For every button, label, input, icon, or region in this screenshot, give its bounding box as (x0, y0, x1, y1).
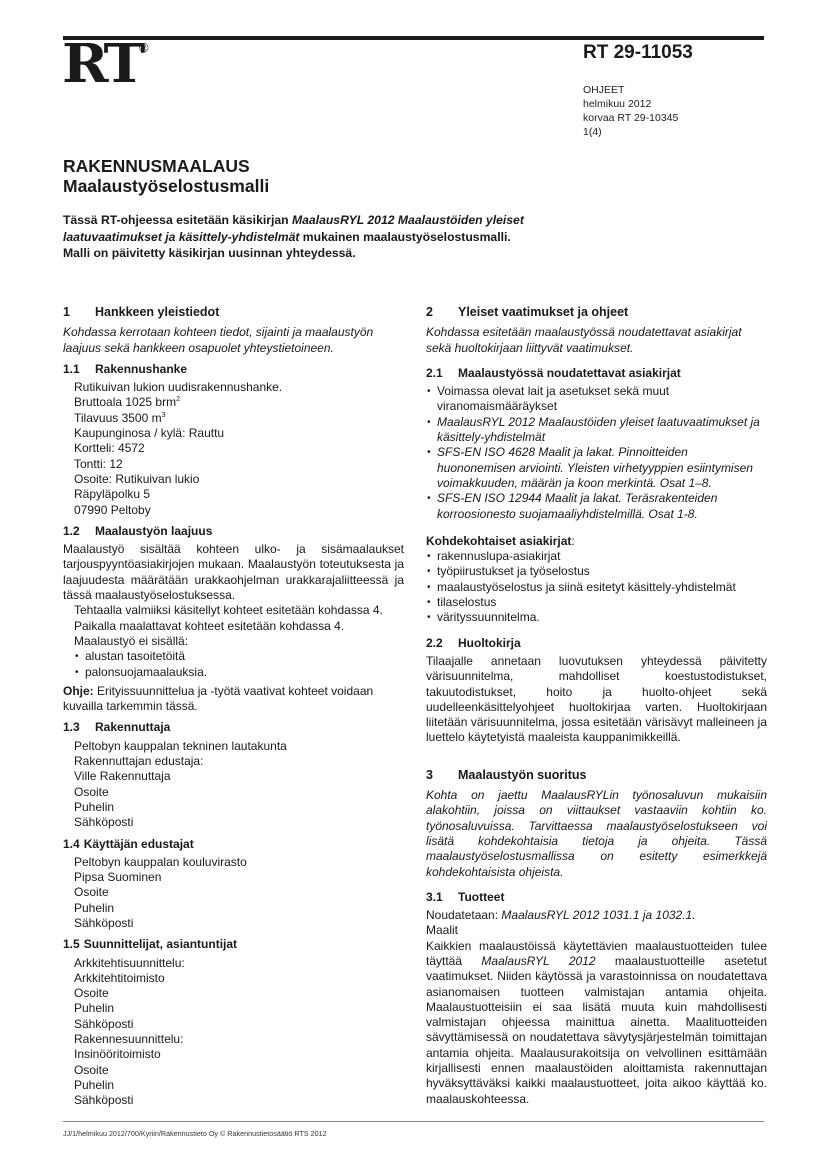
list-item: • värityssuunnitelma. (426, 610, 767, 625)
section-title: Maalaustyössä noudatettavat asiakirjat (458, 365, 681, 380)
note-label: Ohje: (63, 683, 94, 698)
section-number: 3.1 (426, 889, 443, 904)
section-3-lead: Kohta on jaettu MaalausRYLin työnosaluvun mukaisiin alakohtiin, joissa on viittaukset vastaaviin kohtiin ko. työnosaluvuissa. Tarvittaessa maalaustyöselostukseen voi lisätä kohdekohtaisia tietoja ja ohjeita. Tässä maalaustyöselostusmallissa on esitetty esimerkkejä kohdekohtaisista ohjeista. (426, 788, 767, 879)
section-title: Maalaustyön laajuus (95, 523, 213, 538)
section-1-2-heading (63, 524, 404, 539)
info-line: Rutikuivan lukion uudisrakennushanke. (74, 380, 283, 395)
footer-text: JJ/1/helmikuu 2012/700/Kyriiri/Rakennustieto Oy © Rakennustietosäätiö RTS 2012 (63, 1129, 327, 1138)
info-line: 07990 Peltoby (74, 502, 151, 517)
scope-note (63, 684, 404, 715)
info-line: Osoite (74, 986, 109, 1001)
exclusions-list (74, 649, 404, 680)
doc-replaces: korvaa RT 29-10345 (583, 112, 679, 124)
info-line: Sähköposti (74, 1016, 134, 1031)
info-line: Pipsa Suominen (74, 870, 162, 885)
list-item: • SFS-EN ISO 4628 Maalit ja lakat. Pinnoitteiden huononemisen arviointi. Yleisten virhetyyppien esiintymisen voimakkuuden, määrän ja koon merkintä. Osat 1–8. (426, 445, 767, 491)
section-3-heading (426, 768, 767, 783)
section-2-lead: Kohdassa esitetään maalaustyössä noudatettavat asiakirjat sekä huoltokirjaan liittyvät vaatimukset. (426, 325, 742, 355)
info-line: Osoite (74, 1062, 109, 1077)
section-number: 1.1 (63, 361, 80, 376)
scope-paragraph: Maalaustyö sisältää kohteen ulko- ja sisämaalaukset tarjouspyyntöasiakirjojen mukaan. Maalaustyön toteutuksesta ja laajuudesta määrätään urakkaohjelman urakkarajaliitteessä ja tässä maalaustyöselostuksessa. (63, 542, 404, 603)
info-line: Insinööritoimisto (74, 1047, 161, 1062)
section-number: 1.5 (63, 937, 80, 952)
info-line: Osoite (74, 885, 109, 900)
info-line: Puhelin (74, 900, 115, 915)
regulations-list (426, 384, 767, 522)
scope-line: Maalaustyö ei sisällä: (74, 633, 189, 648)
info-line: Sähköposti (74, 815, 134, 830)
info-line: Osoite: Rutikuivan lukio (74, 471, 200, 486)
scope-line: Tehtaalla valmiiksi käsitellyt kohteet esitetään kohdassa 4. (74, 603, 383, 618)
info-line: Puhelin (74, 1077, 115, 1092)
document-meta (583, 83, 678, 139)
intro-paragraph (63, 212, 583, 262)
client-info (63, 739, 404, 831)
section-title: Rakennuttaja (95, 720, 171, 735)
section-title: Maalaustyön suoritus (458, 767, 587, 782)
info-line: Peltobyn kauppalan kouluvirasto (74, 854, 247, 869)
list-item: • maalaustyöselostus ja siinä esitetyt käsittely-yhdistelmät (426, 580, 767, 595)
info-line: Peltobyn kauppalan tekninen lautakunta (74, 738, 287, 753)
section-2-heading (426, 305, 767, 320)
intro-text: Tässä RT-ohjeessa esitetään käsikirjan (63, 213, 292, 227)
right-column (426, 305, 767, 1107)
info-line: Sähköposti (74, 915, 134, 930)
section-number: 1 (63, 305, 70, 319)
info-line: Puhelin (74, 1001, 115, 1016)
section-1-3-heading (63, 720, 404, 735)
follow-ref: MaalausRYL 2012 1031.1 ja 1032.1. (501, 908, 696, 923)
list-item: • palonsuojamaalauksia. (74, 665, 404, 680)
section-title: Tuotteet (458, 889, 505, 904)
section-1-5-heading (63, 937, 404, 952)
list-item: • MaalausRYL 2012 Maalaustöiden yleiset laatuvaatimukset ja käsittely-yhdistelmät (426, 415, 767, 446)
list-item: • rakennuslupa-asiakirjat (426, 549, 767, 564)
header-rule (63, 36, 764, 40)
paints-subheading: Maalit (426, 923, 459, 938)
registered-mark: ® (139, 40, 149, 55)
document-number: RT 29-11053 (583, 42, 693, 63)
section-title: Huoltokirja (458, 635, 521, 650)
note-text: Erityissuunnittelua ja -työtä vaativat kohteet voidaan kuvailla tarkemmin tässä. (63, 683, 374, 714)
para-ref: MaalausRYL 2012 (481, 953, 596, 968)
info-line: Kaupunginosa / kylä: Rauttu (74, 426, 225, 441)
title-main: RAKENNUSMAALAUS (63, 156, 250, 176)
info-line: Rakennuttajan edustaja: (74, 754, 204, 769)
section-title: Käyttäjän edustajat (83, 836, 194, 851)
info-line: Kortteli: 4572 (74, 441, 145, 456)
list-item: • alustan tasoitetöitä (74, 649, 404, 664)
info-line-volume (74, 411, 404, 426)
section-title: Rakennushanke (95, 361, 188, 376)
list-item: • tilaselostus (426, 595, 767, 610)
intro-text-end: mukainen maalaustyöselostusmalli. (299, 229, 511, 244)
info-line: Räpyläpolku 5 (74, 487, 151, 502)
para-text: Kaikkien maalaustöissä käytettävien maalaustuotteiden tulee täyttää (426, 938, 767, 968)
project-info (63, 380, 404, 518)
info-line: Arkkitehtitoimisto (74, 970, 165, 985)
follow-reference (426, 908, 767, 923)
left-column (63, 305, 404, 1109)
spacer (426, 746, 767, 768)
list-item: • Voimassa olevat lait ja asetukset sekä muut viranomaismääräykset (426, 384, 767, 415)
info-line: Tontti: 12 (74, 456, 123, 471)
section-number: 3 (426, 767, 433, 782)
superscript: 2 (176, 396, 180, 404)
info-line: Ville Rakennuttaja (74, 769, 171, 784)
info-line: Rakennesuunnittelu: (74, 1032, 184, 1047)
follow-label: Noudatetaan: (426, 908, 502, 923)
section-title: Hankkeen yleistiedot (95, 305, 220, 319)
list-item: • työpiirustukset ja työselostus (426, 564, 767, 579)
rt-logo: RT (62, 32, 142, 96)
scope-line: Paikalla maalattavat kohteet esitetään kohdassa 4. (74, 618, 345, 633)
section-number: 1.3 (63, 720, 80, 735)
title-sub: Maalaustyöselostusmalli (63, 176, 270, 196)
section-number: 1.2 (63, 523, 80, 538)
para-text-end: maalaustuotteille asetetut vaatimukset. Niiden käytössä ja varastoinnissa on noudatettava asianomaisen tuotteen valmistajan antamia ohjeita. Maalaustuotteisiin ei saa lisätä muuta kuin mahdollisesti valmistajan ohjeessa mainittua ainetta. Maalituotteiden sävyttämisessä on noudatettava sävytysjärjestelmän toimittajan antamia ohjeita. Maalausurakoitsija on velvollinen esittämään kirjallisesti ennen maalaustöiden aloittamista rakennuttajan hyväksyttäväksi kaikki maalaustuotteet, joita aikoo käyttää ko. maalauskohteessa. (426, 953, 768, 1106)
colon: : (571, 533, 575, 548)
info-line: Puhelin (74, 799, 115, 814)
doc-type: OHJEET (583, 84, 625, 96)
section-3-1-heading (426, 890, 767, 905)
section-2-2-heading (426, 636, 767, 651)
subheading: Kohdekohtaiset asiakirjat (426, 533, 572, 548)
doc-page: 1(4) (583, 126, 602, 138)
section-1-heading (63, 305, 404, 320)
section-1-lead: Kohdassa kerrotaan kohteen tiedot, sijainti ja maalaustyön laajuus sekä hankkeen osapuolet yhteystietoineen. (63, 325, 374, 355)
section-number: 1.4 (63, 836, 80, 851)
area-text: Bruttoala 1025 brm (74, 395, 177, 410)
volume-text: Tilavuus 3500 m (74, 410, 162, 425)
section-number: 2 (426, 305, 433, 319)
footer-rule (63, 1121, 764, 1122)
products-paragraph (426, 939, 767, 1107)
section-title: Suunnittelijat, asiantuntijat (83, 937, 238, 952)
section-number: 2.2 (426, 635, 443, 650)
info-line: Osoite (74, 784, 109, 799)
specific-docs-heading (426, 534, 767, 549)
user-representatives (63, 855, 404, 931)
section-number: 2.1 (426, 365, 443, 380)
intro-reference: MaalausRYL 2012 Maalaustöiden yleiset laatuvaatimukset ja käsittely-yhdistelmät (63, 213, 524, 244)
scope-lines (63, 603, 404, 679)
specific-docs-list (426, 549, 767, 625)
section-title: Yleiset vaatimukset ja ohjeet (458, 305, 629, 319)
info-line: Arkkitehtisuunnittelu: (74, 955, 185, 970)
superscript: 3 (161, 411, 166, 419)
section-1-4-heading (63, 837, 404, 852)
page-title (63, 156, 269, 197)
section-2-1-heading (426, 366, 767, 381)
intro-update-note: Malli on päivitetty käsikirjan uusinnan yhteydessä. (63, 246, 356, 260)
section-1-1-heading (63, 362, 404, 377)
info-line-area (74, 395, 404, 410)
doc-date: helmikuu 2012 (583, 98, 652, 110)
designers-info (63, 956, 404, 1109)
list-item: • SFS-EN ISO 12944 Maalit ja lakat. Teräsrakenteiden korroosionesto suojamaaliyhdistelmillä. Osat 1-8. (426, 491, 767, 522)
info-line: Sähköposti (74, 1093, 134, 1108)
maintenance-paragraph: Tilaajalle annetaan luovutuksen yhteydessä päivitetty värisuunnitelma, mahdolliset koestustodistukset, takuutodistukset, hoito ja huolto-ohjeet sekä uudelleenkäsittelyohjeet huoltokirjaa varten. Huoltokirjaan liitetään värisuunnitelma, jossa esitetään värisävyt malleineen ja luettelo käytetyistä maaleista kauppanimikkeillä. (426, 653, 767, 745)
